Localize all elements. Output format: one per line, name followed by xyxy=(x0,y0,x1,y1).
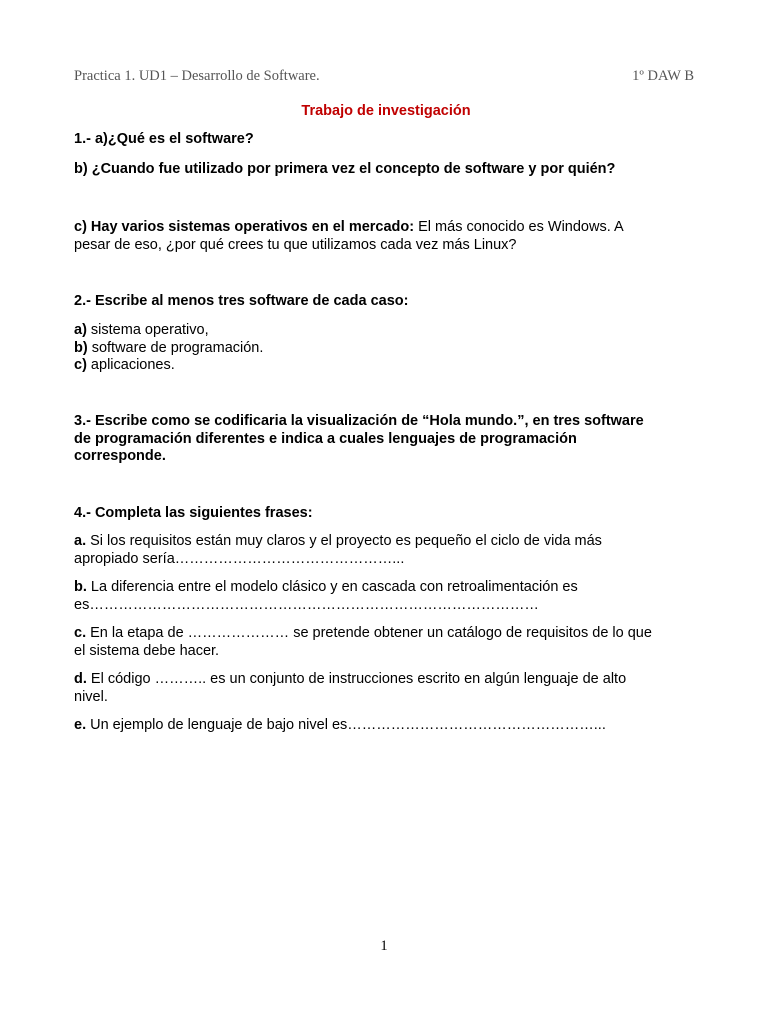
item-text: apropiado sería………………………………………... xyxy=(74,550,405,567)
page-number: 1 xyxy=(380,938,388,954)
item-text: nivel. xyxy=(74,688,108,705)
question-1c xyxy=(74,219,698,254)
question-1c-bold: c) Hay varios sistemas operativos en el mercado: xyxy=(74,219,415,235)
question-2-list xyxy=(74,322,698,375)
question-4c xyxy=(74,625,698,660)
list-item-marker: b) xyxy=(74,339,88,356)
item-text: Un ejemplo de lenguaje de bajo nivel es……………………………………………... xyxy=(86,717,606,733)
item-marker: b. xyxy=(74,579,87,595)
question-3-line: de programación diferentes e indica a cuales lenguajes de programación xyxy=(74,430,577,447)
question-2-heading: 2.- Escribe al menos tres software de cada caso: xyxy=(74,293,409,309)
item-marker: e. xyxy=(74,717,87,733)
list-item-text: software de programación. xyxy=(87,339,264,356)
question-4-heading: 4.- Completa las siguientes frases: xyxy=(74,505,313,521)
header-right-text: 1º DAW B xyxy=(632,68,694,84)
question-4e xyxy=(74,717,698,735)
list-item xyxy=(74,322,698,340)
item-marker: c. xyxy=(74,625,87,641)
question-3 xyxy=(74,413,698,466)
question-1c-text-1: El más conocido es Windows. A xyxy=(414,219,624,235)
item-marker: d. xyxy=(74,671,87,687)
question-3-line: 3.- Escribe como se codificaria la visualización de “Hola mundo.”, en tres software xyxy=(74,413,644,429)
list-item-marker: c) xyxy=(74,357,87,373)
list-item xyxy=(74,357,698,375)
question-1a: 1.- a)¿Qué es el software? xyxy=(74,131,254,147)
list-item xyxy=(74,340,698,358)
item-text: La diferencia entre el modelo clásico y en cascada con retroalimentación es xyxy=(86,579,578,595)
item-text: El código ……….. es un conjunto de instrucciones escrito en algún lenguaje de alto xyxy=(86,671,627,687)
list-item-text: sistema operativo, xyxy=(86,322,209,338)
item-text: el sistema debe hacer. xyxy=(74,642,220,659)
item-text: es………………………………………………………………………………… xyxy=(74,596,539,613)
question-1c-text-2: pesar de eso, ¿por qué crees tu que utilizamos cada vez más Linux? xyxy=(74,236,517,253)
question-4d xyxy=(74,671,698,706)
page-header xyxy=(74,68,694,88)
header-left-text: Practica 1. UD1 – Desarrollo de Software. xyxy=(74,68,320,84)
question-4b xyxy=(74,579,698,614)
list-item-marker: a) xyxy=(74,322,87,338)
list-item-text: aplicaciones. xyxy=(86,357,175,373)
item-text: En la etapa de ………………… se pretende obtener un catálogo de requisitos de lo que xyxy=(86,625,652,641)
question-4a xyxy=(74,533,698,568)
question-3-line: corresponde. xyxy=(74,448,166,464)
item-text: Si los requisitos están muy claros y el proyecto es pequeño el ciclo de vida más xyxy=(86,533,602,549)
question-1b: b) ¿Cuando fue utilizado por primera vez el concepto de software y por quién? xyxy=(74,161,616,177)
item-marker: a. xyxy=(74,533,87,549)
document-title: Trabajo de investigación xyxy=(301,103,471,119)
